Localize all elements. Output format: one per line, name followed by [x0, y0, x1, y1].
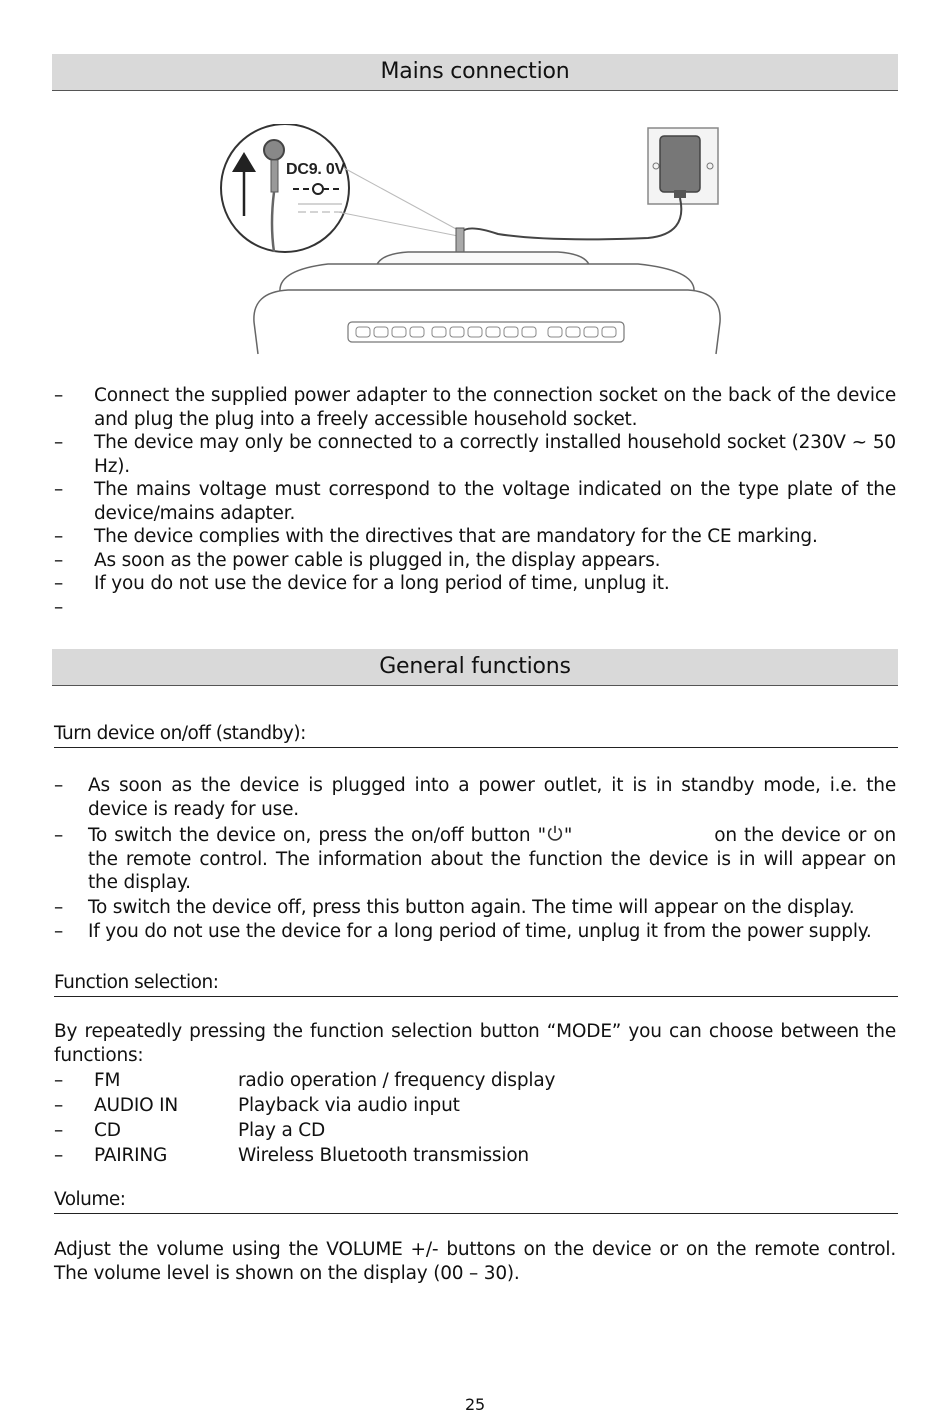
list-item: – To switch the device off, press this button again. The time will appear on the display. — [54, 896, 855, 918]
mains-connection-heading: Mains connection — [52, 54, 898, 91]
list-item: – CD Play a CD — [54, 1120, 326, 1141]
general-functions-heading: General functions — [52, 649, 898, 686]
function-selection-intro: By repeatedly pressing the function selection button “MODE” you can choose between the functions: — [54, 1021, 896, 1066]
list-item: – AUDIO IN Playback via audio input — [54, 1095, 460, 1116]
power-adapter-icon — [660, 136, 700, 192]
mains-connection-illustration — [218, 124, 778, 356]
list-item: – The device may only be connected to a correctly installed household socket (230V ~ 50 Hz). — [54, 432, 896, 477]
list-item: – If you do not use the device for a long period of time, unplug it from the power supply. — [54, 921, 872, 942]
list-item: – PAIRING Wireless Bluetooth transmission — [54, 1145, 529, 1166]
list-item: – — [54, 596, 64, 618]
function-list — [54, 1068, 896, 1168]
list-item: – Connect the supplied power adapter to the connection socket on the back of the device and plug the plug into a freely accessible household socket. — [54, 385, 896, 430]
standby-heading: Turn device on/off (standby): — [54, 723, 898, 748]
list-item: – As soon as the device is plugged into a power outlet, it is in standby mode, i.e. the device is ready for use. — [54, 775, 896, 820]
list-item: – The mains voltage must correspond to the voltage indicated on the type plate of the device/mains adapter. — [54, 479, 896, 524]
list-item: – The device complies with the directives that are mandatory for the CE marking. — [54, 526, 818, 547]
magnifier-circle — [221, 124, 349, 252]
function-selection-heading: Function selection: — [54, 972, 898, 997]
polarity-icon — [313, 184, 323, 194]
list-item: – If you do not use the device for a long period of time, unplug it. — [54, 573, 670, 594]
list-item: – To switch the device on, press the on/off button " " on the device or on the remote control. The information about the function the device is in will appear on the display. — [54, 825, 896, 893]
volume-text: Adjust the volume using the VOLUME +/- buttons on the device or on the remote control. The volume level is shown on the display (00 – 30). — [54, 1239, 896, 1284]
volume-heading: Volume: — [54, 1189, 898, 1214]
power-icon — [546, 824, 564, 842]
mains-bullet-list — [54, 384, 896, 620]
list-item: – FM radio operation / frequency display — [54, 1070, 556, 1091]
list-item: – As soon as the power cable is plugged in, the display appears. — [54, 549, 661, 571]
dc-voltage-label: DC9. 0V — [286, 161, 346, 178]
standby-bullet-list — [54, 774, 896, 944]
plug-head — [264, 140, 284, 160]
page-number: 25 — [465, 1395, 485, 1414]
